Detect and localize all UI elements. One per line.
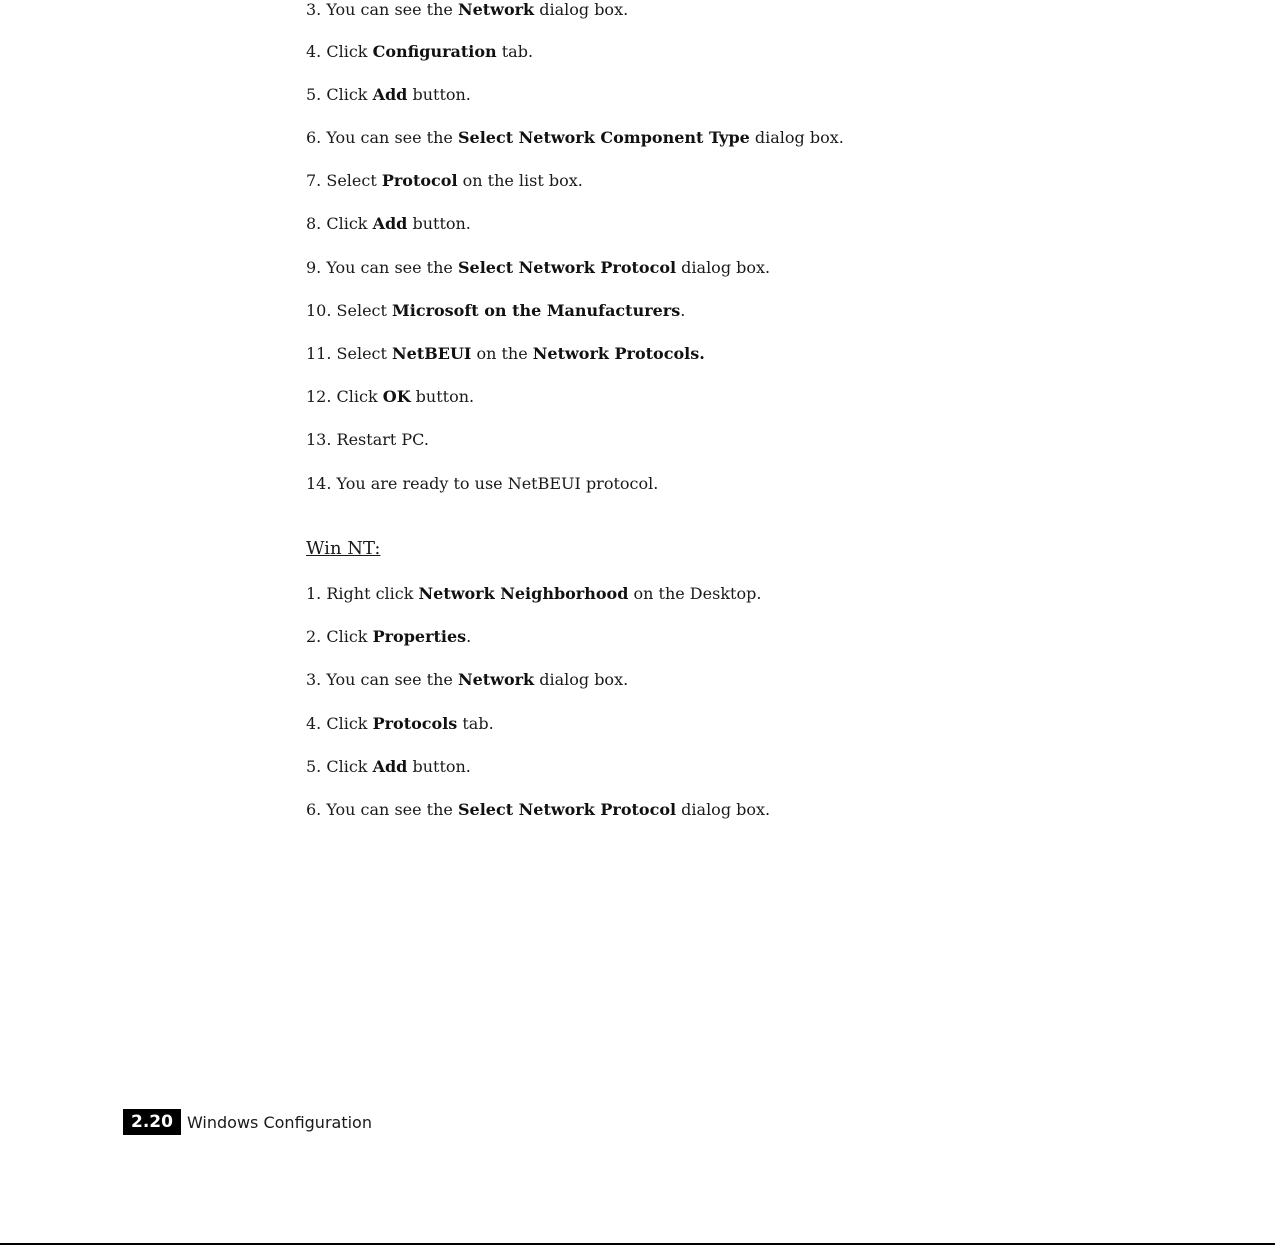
step-win9x-11: 11. Select NetBEUI on the Network Protocols.	[306, 344, 705, 363]
footer-chapter-title: Windows Configuration	[186, 1112, 372, 1132]
step-win9x-5: 5. Click Add button.	[306, 85, 471, 104]
step-win9x-13: 13. Restart PC.	[306, 430, 429, 449]
step-win9x-10: 10. Select Microsoft on the Manufacturers.	[306, 301, 686, 320]
step-win9x-7: 7. Select Protocol on the list box.	[306, 171, 583, 190]
step-winnt-1: 1. Right click Network Neighborhood on the Desktop.	[306, 584, 762, 603]
step-winnt-5: 5. Click Add button.	[306, 757, 471, 776]
step-win9x-14: 14. You are ready to use NetBEUI protocol.	[306, 474, 659, 493]
step-win9x-8: 8. Click Add button.	[306, 214, 471, 233]
section-heading-win-nt: Win NT:	[306, 538, 381, 559]
step-win9x-12: 12. Click OK button.	[306, 387, 475, 406]
step-win9x-4: 4. Click Configuration tab.	[306, 42, 534, 61]
step-win9x-6: 6. You can see the Select Network Component Type dialog box.	[306, 128, 844, 147]
step-winnt-6: 6. You can see the Select Network Protocol dialog box.	[306, 800, 771, 819]
step-win9x-3: 3. You can see the Network dialog box.	[306, 0, 629, 19]
step-winnt-3: 3. You can see the Network dialog box.	[306, 670, 629, 689]
page-footer	[123, 1108, 372, 1136]
step-win9x-9: 9. You can see the Select Network Protocol dialog box.	[306, 258, 771, 277]
step-winnt-4: 4. Click Protocols tab.	[306, 714, 494, 733]
step-winnt-2: 2. Click Properties.	[306, 627, 472, 646]
page-number-badge: 2.20	[123, 1109, 181, 1135]
bottom-divider	[0, 1243, 1275, 1245]
